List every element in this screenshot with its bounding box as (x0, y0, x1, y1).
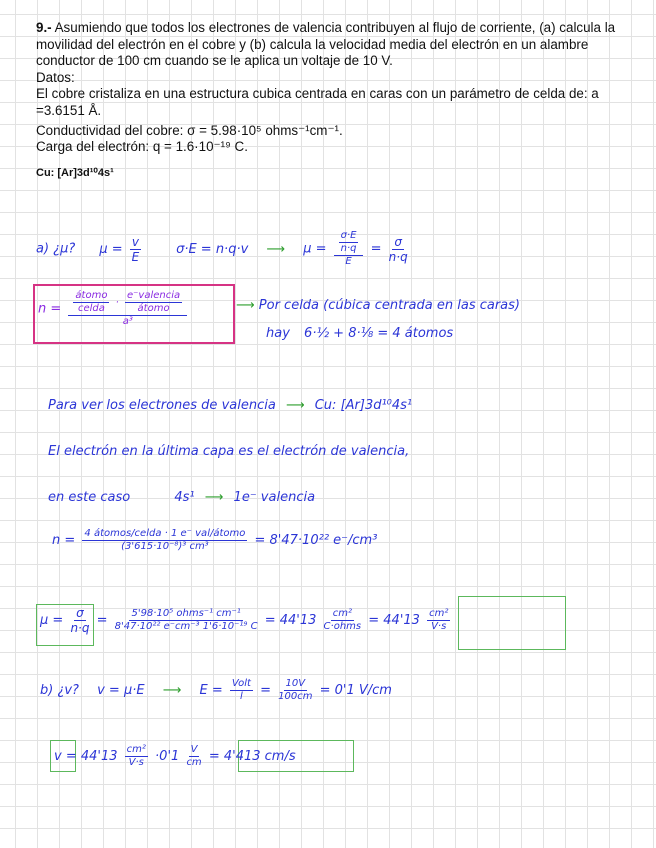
mu-result-box (458, 596, 566, 650)
problem-statement (36, 20, 636, 181)
mu-calc: μ = $\frac{\sigma}{n\cdot q}$ = $\frac{\text{5'98·10⁵ ohms⁻¹ cm⁻¹}}{\text{8'47·10²² e⁻cm⁻³ 1'6·10⁻¹⁹ C}}$ = 44'13 $\frac{\text{cm²}}{\text{C·ohms}}$ = 44'13 $\frac{\text{cm²}}{V\cdot s}$ (40, 606, 449, 635)
config-text: Cu: [Ar]3d¹⁰4s¹ (36, 166, 114, 179)
arrow-icon: ⟶ (266, 241, 286, 257)
atoms-calc-line: hay 6·½ + 8·⅛ = 4 átomos (266, 326, 454, 341)
charge-text: Carga del electrón: q = 1.6·10⁻¹⁹ C. (36, 139, 248, 155)
part-b-line: b) ¿v? v = μ·E ⟶ E = $\frac{\text{Volt}}{l}$ = $\frac{10V}{100cm}$ = 0'1 V/cm (40, 678, 392, 702)
valence-line: Para ver los electrones de valencia ⟶ Cu: [Ar]3d¹⁰4s¹ (48, 398, 413, 413)
datos-label: Datos: (36, 69, 75, 85)
celda-note: ⟶ Por celda (cúbica centrada en las caras) (236, 298, 520, 313)
sigma-e-eq: σ·E = n·q·v (176, 241, 249, 257)
mu-frac: $\frac{\frac{\sigma\cdot E}{n\cdot q}}{E}$ (334, 230, 364, 268)
sigma-over-nq: $\frac{\sigma}{n\cdot q}$ (388, 234, 408, 264)
problem-number: 9.- (36, 20, 52, 35)
mu-eq2: μ = (303, 241, 327, 257)
problem-intro (36, 20, 636, 70)
v-calc: v = 44'13 $\frac{\text{cm²}}{V\cdot s}$ ·0'1 $\frac{V}{cm}$ = 4'413 cm/s (54, 744, 296, 768)
structure-text: El cobre cristaliza en una estructura cubica centrada en caras con un parámetro de celda de: a =3.6151 Å. (36, 86, 599, 118)
conductivity-text: Conductividad del cobre: σ = 5.98·10⁵ ohms⁻¹cm⁻¹. (36, 122, 343, 138)
v-over-e: $\frac{v}{E}$ (131, 234, 140, 264)
problem-intro-text: Asumiendo que todos los electrones de valencia contribuyen al flujo de corriente, (a) calcula la movilidad del electrón en el cobre y (b) calcula la velocidad media del electrón en un alambre conductor de 100 cm cuando se le aplica un voltaje de 10 V. (36, 20, 616, 69)
this-case-line: en este caso 4s¹ ⟶ 1e⁻ valencia (48, 490, 316, 505)
n-calc: n = $\frac{\text{4 átomos/celda · 1 e⁻ val/átomo}}{\text{(3'615·10⁻⁸)³ cm³}}$ = 8'47·10²² e⁻/cm³ (52, 528, 378, 552)
part-a-line: a) ¿μ? μ = $\frac{v}{E}$ σ·E = n·q·v ⟶ μ = $\frac{\frac{\sigma\cdot E}{n\cdot q}}{E}$ = $\frac{\sigma}{n\cdot q}$ (36, 230, 408, 267)
part-a-label: a) ¿μ? (36, 241, 76, 257)
n-formula: n = $\frac{\text{átomo}}{\text{celda}}$ · $\frac{\text{e⁻valencia}}{\text{átomo}}$ a³ (38, 290, 190, 328)
last-layer-line: El electrón en la última capa es el electrón de valencia, (48, 444, 410, 459)
mu-eq: μ = (99, 241, 123, 257)
